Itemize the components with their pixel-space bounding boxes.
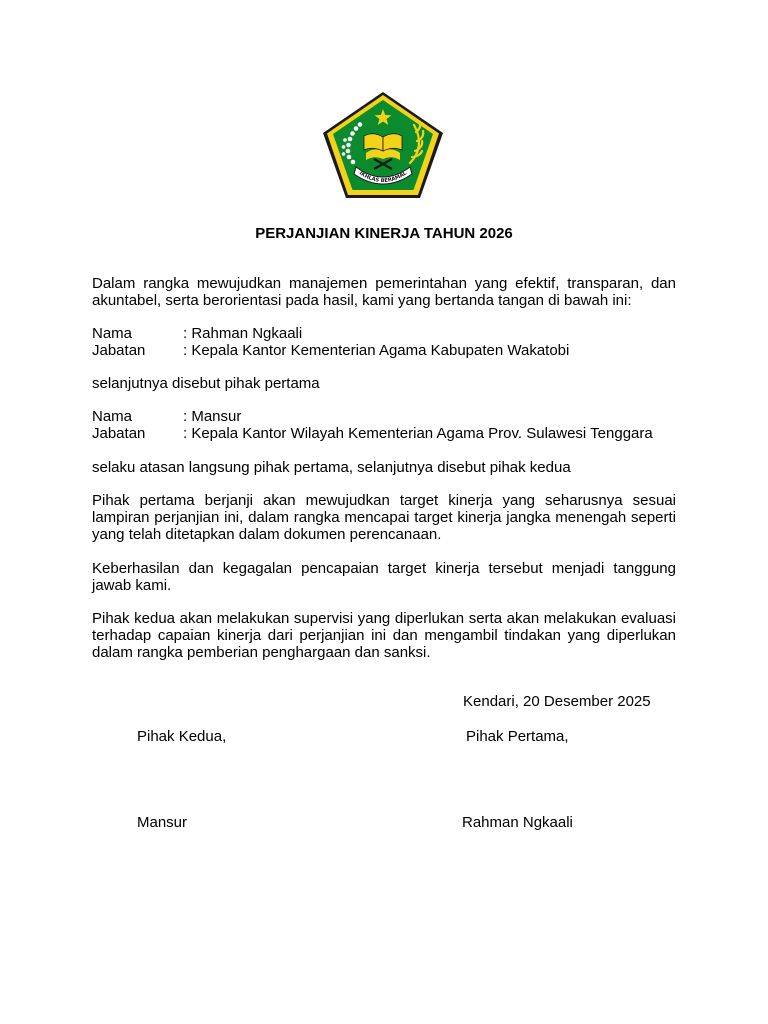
pihak-kedua-signature-name: Mansur: [137, 814, 188, 831]
intro-paragraph: Dalam rangka mewujudkan manajemen pemerintahan yang efektif, transparan, dan akuntabel, serta berorientasi pada hasil, kami yang bertanda tangan di bawah ini:: [92, 275, 676, 309]
commitment-paragraph: Pihak pertama berjanji akan mewujudkan target kinerja yang seharusnya sesuai lampiran perjanjian ini, dalam rangka mencapai target kinerja jangka menengah seperti yang telah ditetapkan dalam dokumen perencanaan.: [92, 492, 676, 543]
nama-label: Nama: [92, 325, 133, 342]
place-date: Kendari, 20 Desember 2025: [463, 693, 651, 710]
pihak-kedua-note: selaku atasan langsung pihak pertama, selanjutnya disebut pihak kedua: [92, 459, 571, 476]
jabatan-value: : Kepala Kantor Wilayah Kementerian Agama Prov. Sulawesi Tenggara: [183, 425, 653, 442]
pihak-kedua-jabatan-row: [92, 425, 692, 442]
pihak-pertama-note: selanjutnya disebut pihak pertama: [92, 375, 320, 392]
pihak-pertama-nama-row: [92, 325, 692, 342]
pihak-kedua-signature-role: Pihak Kedua,: [137, 728, 227, 745]
jabatan-label: Jabatan: [92, 425, 146, 442]
document-title: PERJANJIAN KINERJA TAHUN 2026: [255, 225, 513, 242]
emblem-motto: IKHLAS BERAMAL: [358, 170, 408, 185]
ministry-emblem-icon: [322, 91, 444, 199]
jabatan-value: : Kepala Kantor Kementerian Agama Kabupaten Wakatobi: [183, 342, 570, 359]
supervision-paragraph: Pihak kedua akan melakukan supervisi yang diperlukan serta akan melakukan evaluasi terhadap capaian kinerja dari perjanjian ini dan mengambil tindakan yang diperlukan dalam rangka pemberian penghargaan dan sanksi.: [92, 610, 676, 661]
pihak-pertama-jabatan-row: [92, 342, 692, 359]
pihak-pertama-signature-role: Pihak Pertama,: [466, 728, 569, 745]
jabatan-label: Jabatan: [92, 342, 146, 359]
nama-value: : Rahman Ngkaali: [183, 325, 303, 342]
pihak-pertama-signature-name: Rahman Ngkaali: [462, 814, 573, 831]
pihak-kedua-nama-row: [92, 408, 692, 425]
nama-value: : Mansur: [183, 408, 242, 425]
nama-label: Nama: [92, 408, 133, 425]
responsibility-paragraph: Keberhasilan dan kegagalan pencapaian target kinerja tersebut menjadi tanggung jawab kami.: [92, 560, 676, 594]
